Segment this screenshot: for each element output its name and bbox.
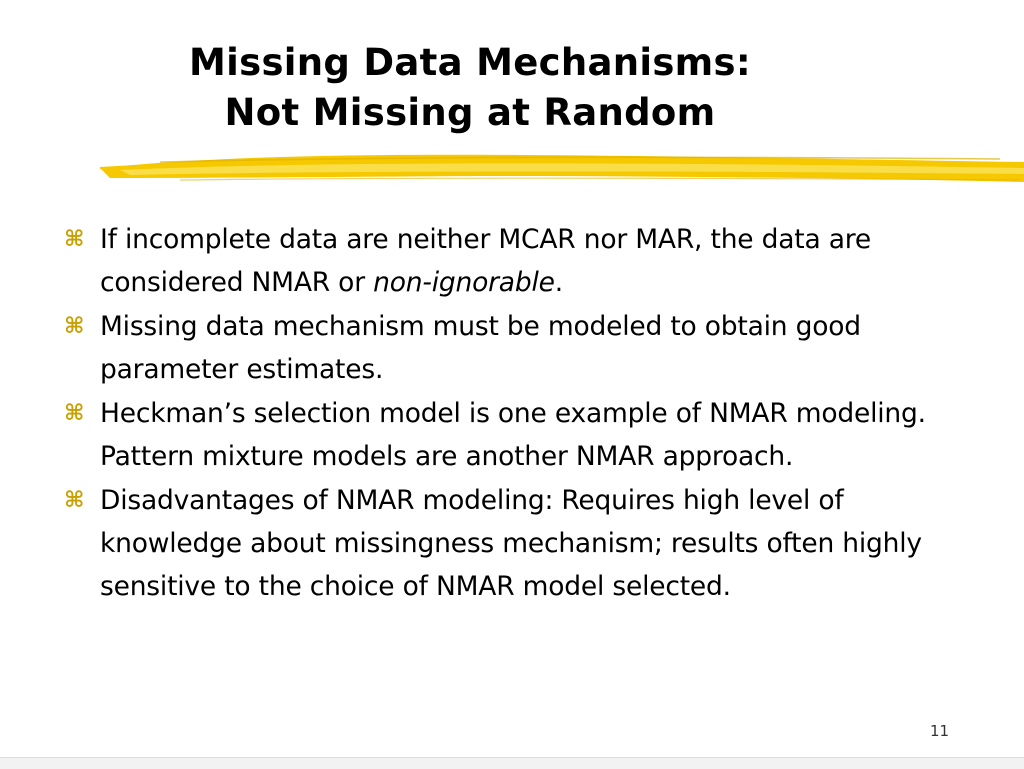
title-underline-brush-stroke (100, 148, 1024, 192)
z-bullet-icon: ⌘ (64, 401, 85, 426)
bullet-item (62, 479, 982, 608)
bullet-text: Heckman’s selection model is one example of NMAR modeling. Pattern mixture models are another NMAR approach. (100, 398, 926, 472)
footer-bar (0, 757, 1024, 769)
z-bullet-icon: ⌘ (64, 227, 85, 252)
bullet-text: Missing data mechanism must be modeled to obtain good parameter estimates. (100, 311, 861, 385)
page-number: 11 (930, 722, 950, 740)
bullet-emphasis: non-ignorable (373, 267, 555, 298)
bullet-item (62, 305, 982, 391)
slide-title (60, 38, 880, 138)
title-line-1: Missing Data Mechanisms: (189, 41, 751, 84)
z-bullet-icon: ⌘ (64, 488, 85, 513)
z-bullet-icon: ⌘ (64, 314, 85, 339)
bullet-list (62, 218, 982, 609)
bullet-text: Disadvantages of NMAR modeling: Requires high level of knowledge about missingness mechanism; results often highly sensitive to the choice of NMAR model selected. (100, 485, 922, 602)
bullet-item (62, 392, 982, 478)
bullet-text: If incomplete data are neither MCAR nor MAR, the data are considered NMAR or (100, 224, 871, 298)
bullet-text-end: . (554, 267, 563, 298)
title-line-2: Not Missing at Random (224, 91, 716, 134)
bullet-item (62, 218, 982, 304)
